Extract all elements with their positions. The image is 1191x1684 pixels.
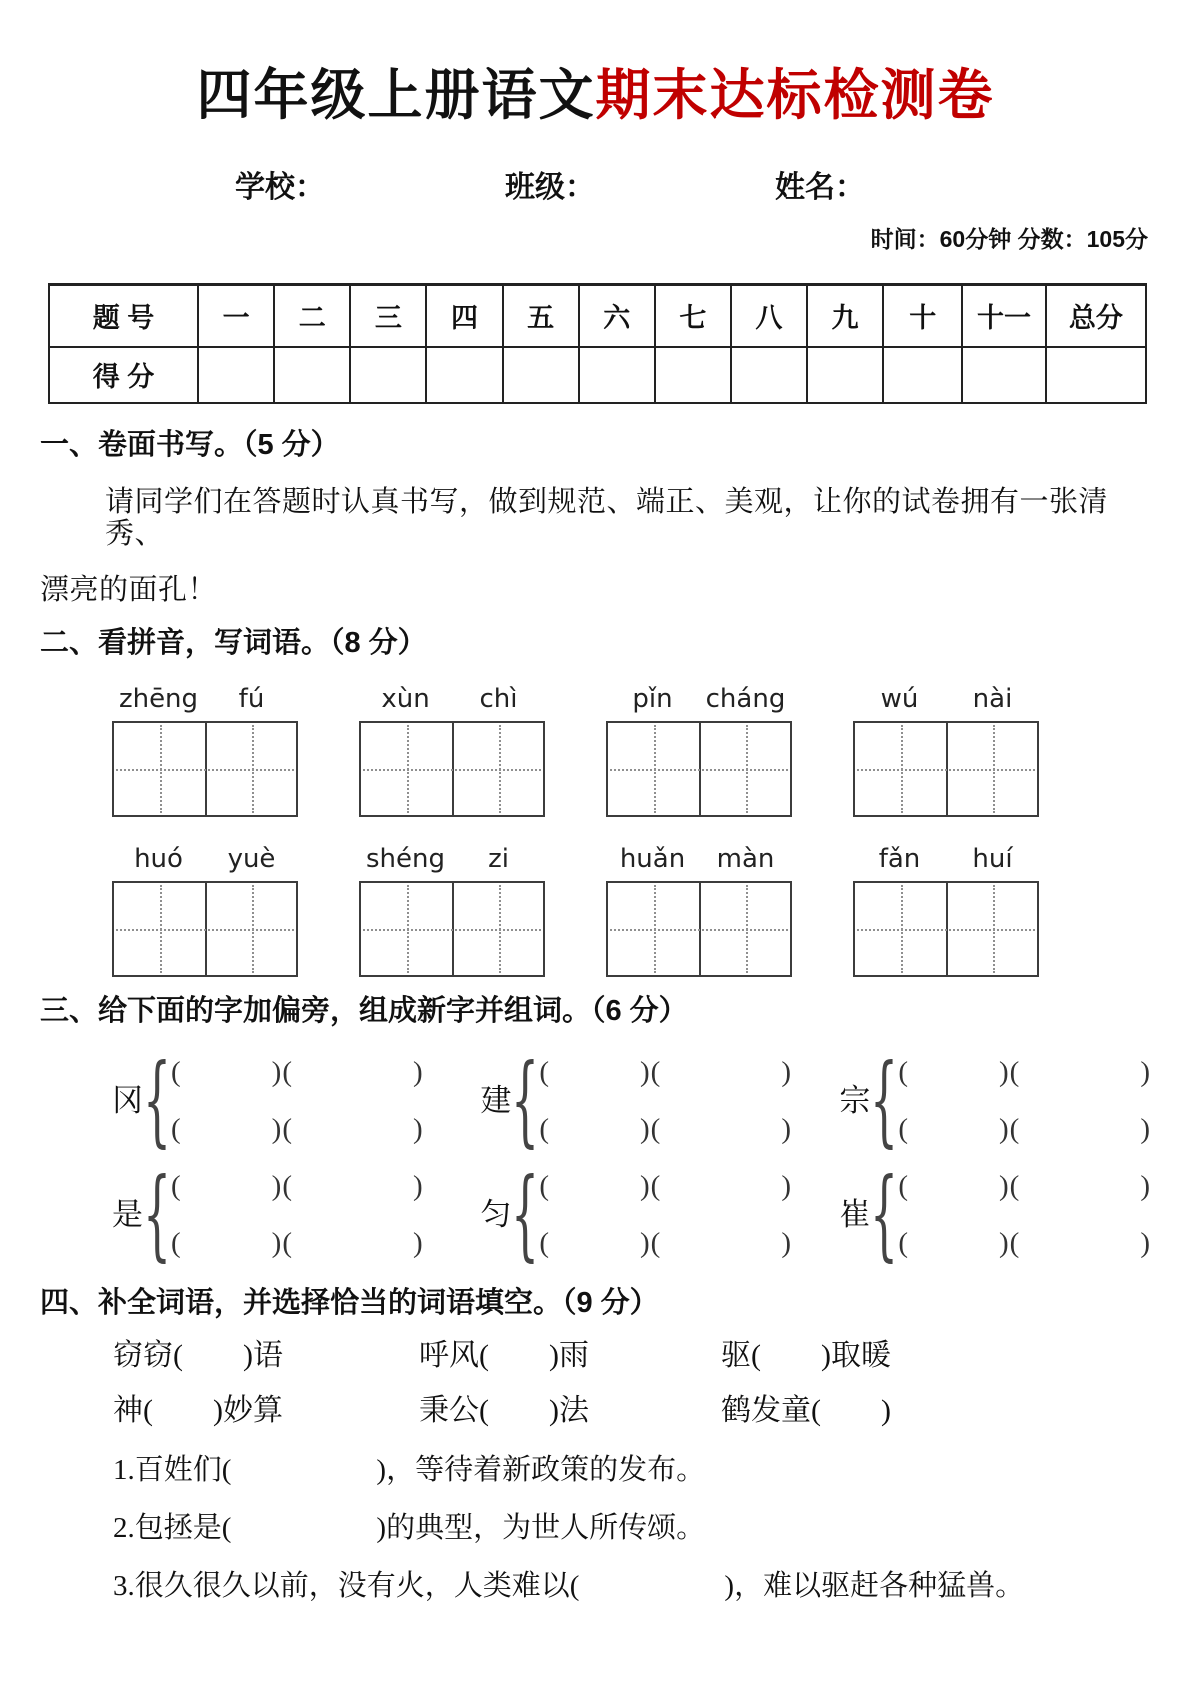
- question-number-cell: 五: [503, 285, 579, 347]
- writing-grid[interactable]: [853, 881, 1039, 977]
- section-3-heading: 三、给下面的字加偏旁，组成新字并组词。（6 分）: [40, 994, 688, 1027]
- class-label: 班级：: [505, 171, 595, 204]
- pinyin-syllable: zi: [488, 843, 509, 874]
- char-group: [112, 1158, 480, 1272]
- word-blank: 驱( )取暖: [721, 1338, 891, 1372]
- question-number-cell: 十: [883, 285, 962, 347]
- question-number-cell: 一: [198, 285, 274, 347]
- grid-cell[interactable]: [608, 723, 699, 815]
- base-char: 是: [112, 1196, 143, 1232]
- pinyin-syllable: chì: [479, 683, 518, 714]
- grid-cell[interactable]: [946, 883, 1037, 975]
- writing-grid[interactable]: [606, 721, 792, 817]
- answer-blank-line[interactable]: ( )( ): [898, 1169, 1151, 1202]
- score-cell[interactable]: [579, 347, 655, 403]
- brace-icon: {: [870, 1157, 899, 1272]
- title-exam-name: 期末达标检测卷: [595, 64, 995, 126]
- grid-cell[interactable]: [205, 723, 296, 815]
- word-blank: 神( )妙算: [113, 1393, 283, 1427]
- word-blank: 秉公( )法: [419, 1393, 589, 1427]
- question-number-cell: 二: [274, 285, 350, 347]
- brace-icon: {: [142, 1043, 172, 1158]
- pinyin-syllable: nài: [972, 683, 1013, 714]
- writing-grid[interactable]: [112, 881, 298, 977]
- score-cell[interactable]: [655, 347, 731, 403]
- grid-cell[interactable]: [608, 883, 699, 975]
- score-cell[interactable]: [503, 347, 579, 403]
- grid-cell[interactable]: [114, 723, 205, 815]
- pinyin-word-label: [853, 843, 1039, 875]
- grid-cell[interactable]: [361, 883, 452, 975]
- pinyin-syllable: fǎn: [878, 843, 921, 874]
- score-cell[interactable]: [426, 347, 502, 403]
- section-4-heading: 四、补全词语，并选择恰当的词语填空。（9 分）: [40, 1286, 659, 1319]
- char-group: [839, 1044, 1151, 1158]
- writing-grid-row-1: [112, 721, 1151, 817]
- word-blank: 鹤发童( ): [721, 1393, 891, 1427]
- pinyin-word-label: [112, 843, 298, 875]
- title-course: 四年级上册语文: [196, 64, 596, 126]
- answer-blank-line[interactable]: ( )( ): [539, 1055, 792, 1088]
- grid-cell[interactable]: [855, 723, 946, 815]
- char-group: [112, 1044, 480, 1158]
- pinyin-word-label: [359, 683, 545, 715]
- question-number-cell: 三: [350, 285, 426, 347]
- grid-cell[interactable]: [946, 723, 1037, 815]
- score-cell[interactable]: [962, 347, 1045, 403]
- writing-grid[interactable]: [606, 881, 792, 977]
- writing-grid[interactable]: [112, 721, 298, 817]
- grid-cell[interactable]: [699, 723, 790, 815]
- pinyin-syllable: cháng: [705, 683, 786, 714]
- score-cell[interactable]: [807, 347, 883, 403]
- pinyin-syllable: yuè: [227, 843, 276, 874]
- char-group: [480, 1044, 839, 1158]
- answer-lines: [171, 1158, 424, 1272]
- word-blank-row-2: [113, 1394, 1151, 1428]
- pinyin-word-label: [853, 683, 1039, 715]
- grid-cell[interactable]: [452, 723, 543, 815]
- answer-blank-line[interactable]: ( )( ): [898, 1112, 1151, 1145]
- fill-in-sentence: 2.包拯是( )的典型，为世人所传颂。: [113, 1511, 706, 1544]
- brace-icon: {: [870, 1043, 899, 1158]
- char-group: [480, 1158, 839, 1272]
- pinyin-syllable: wú: [880, 683, 919, 714]
- question-number-cell: 八: [731, 285, 807, 347]
- base-char: 匀: [480, 1196, 512, 1232]
- name-label: 姓名：: [775, 171, 865, 204]
- answer-blank-line[interactable]: ( )( ): [898, 1226, 1151, 1259]
- question-number-cell: 十一: [962, 285, 1045, 347]
- answer-lines: [539, 1044, 792, 1158]
- grid-cell[interactable]: [855, 883, 946, 975]
- char-group-row-1: [112, 1044, 1151, 1158]
- section-1-instruction-line-1: 请同学们在答题时认真书写，做到规范、端正、美观，让你的试卷拥有一张清秀、: [105, 485, 1109, 550]
- char-group-row-2: [112, 1158, 1151, 1272]
- answer-lines: [898, 1158, 1151, 1272]
- question-number-cell: 六: [579, 285, 655, 347]
- grid-cell[interactable]: [114, 883, 205, 975]
- pinyin-labels-row-2: [112, 843, 1151, 875]
- score-cell[interactable]: [883, 347, 962, 403]
- word-blank-row-1: [113, 1339, 1151, 1373]
- total-score-header-cell: 总分: [1046, 285, 1146, 347]
- answer-blank-line[interactable]: ( )( ): [171, 1055, 424, 1088]
- answer-blank-line[interactable]: ( )( ): [898, 1055, 1151, 1088]
- score-row: [49, 347, 1146, 403]
- exam-meta: 时间：60分钟 分数：105分: [870, 226, 1148, 252]
- score-cell[interactable]: [731, 347, 807, 403]
- grid-cell[interactable]: [452, 883, 543, 975]
- base-char: 崔: [839, 1196, 871, 1232]
- answer-lines: [171, 1044, 424, 1158]
- answer-blank-line[interactable]: ( )( ): [171, 1112, 424, 1145]
- pinyin-syllable: màn: [716, 843, 775, 874]
- answer-blank-line[interactable]: ( )( ): [539, 1112, 792, 1145]
- pinyin-word-label: [606, 843, 792, 875]
- answer-lines: [898, 1044, 1151, 1158]
- brace-icon: {: [511, 1043, 540, 1158]
- base-char: 宗: [839, 1082, 871, 1118]
- pinyin-syllable: shéng: [365, 843, 445, 874]
- grid-cell[interactable]: [205, 883, 296, 975]
- brace-icon: {: [511, 1157, 540, 1272]
- school-label: 学校：: [235, 171, 325, 204]
- pinyin-syllable: huí: [972, 843, 1013, 874]
- section-1-heading: 一、卷面书写。（5 分）: [40, 428, 340, 461]
- pinyin-syllable: zhēng: [118, 683, 199, 714]
- answer-blank-line[interactable]: ( )( ): [539, 1169, 792, 1202]
- grid-cell[interactable]: [361, 723, 452, 815]
- question-number-cell: 七: [655, 285, 731, 347]
- writing-grid[interactable]: [359, 721, 545, 817]
- score-cell[interactable]: [198, 347, 274, 403]
- score-header: 得 分: [49, 347, 198, 403]
- answer-lines: [539, 1158, 792, 1272]
- pinyin-word-label: [359, 843, 545, 875]
- answer-blank-line[interactable]: ( )( ): [171, 1226, 424, 1259]
- pinyin-syllable: huó: [134, 843, 183, 874]
- score-table: [48, 283, 1147, 404]
- pinyin-syllable: huǎn: [619, 843, 686, 874]
- char-group: [839, 1158, 1151, 1272]
- score-cell[interactable]: [350, 347, 426, 403]
- answer-blank-line[interactable]: ( )( ): [539, 1226, 792, 1259]
- grid-cell[interactable]: [699, 883, 790, 975]
- pinyin-syllable: pǐn: [632, 683, 673, 714]
- fill-in-sentence: 1.百姓们( )，等待着新政策的发布。: [113, 1453, 706, 1486]
- base-char: 建: [480, 1082, 512, 1118]
- pinyin-syllable: xùn: [381, 683, 430, 714]
- brace-icon: {: [142, 1157, 172, 1272]
- writing-grid-row-2: [112, 881, 1151, 977]
- question-number-cell: 四: [426, 285, 502, 347]
- fill-in-sentence: 3.很久很久以前，没有火，人类难以( )，难以驱赶各种猛兽。: [113, 1569, 1025, 1602]
- question-number-header: 题 号: [49, 285, 198, 347]
- word-blank: 窃窃( )语: [113, 1338, 283, 1372]
- writing-grid[interactable]: [853, 721, 1039, 817]
- pinyin-word-label: [606, 683, 792, 715]
- writing-grid[interactable]: [359, 881, 545, 977]
- page-title: [40, 0, 1151, 126]
- question-number-cell: 九: [807, 285, 883, 347]
- pinyin-labels-row-1: [112, 683, 1151, 715]
- base-char: 冈: [112, 1082, 143, 1118]
- section-2-heading: 二、看拼音，写词语。（8 分）: [40, 626, 427, 659]
- score-cell[interactable]: [274, 347, 350, 403]
- student-info-row: [235, 171, 1151, 205]
- pinyin-word-label: [112, 683, 298, 715]
- answer-blank-line[interactable]: ( )( ): [171, 1169, 424, 1202]
- word-blank: 呼风( )雨: [419, 1338, 589, 1372]
- pinyin-syllable: fú: [238, 683, 265, 714]
- total-score-cell[interactable]: [1046, 347, 1146, 403]
- section-1-instruction-line-2: 漂亮的面孔！: [40, 573, 218, 606]
- question-number-row: [49, 285, 1146, 347]
